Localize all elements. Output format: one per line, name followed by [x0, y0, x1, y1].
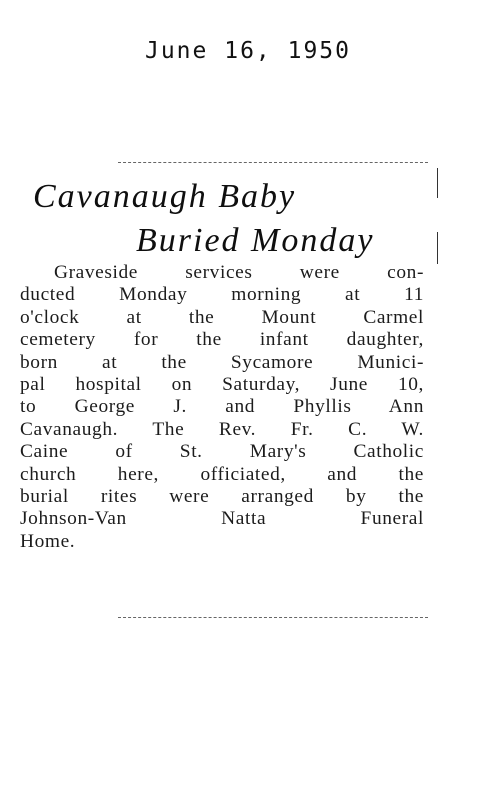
body-line: Graveside services were con- [54, 262, 424, 283]
body-line: pal hospital on Saturday, June 10, [20, 374, 424, 396]
body-line: Johnson-Van Natta Funeral [20, 508, 424, 530]
column-edge-mid [437, 232, 438, 264]
body-line: born at the Sycamore Munici- [20, 351, 424, 373]
body-line: ducted Monday morning at 11 [20, 284, 424, 306]
body-line: Caine of St. Mary's Catholic [20, 441, 424, 463]
body-line: cemetery for the infant daughter, [20, 329, 424, 351]
top-rule [118, 162, 428, 163]
article-body [20, 262, 424, 553]
column-edge-top [437, 168, 438, 198]
body-line: burial rites were arranged by the [20, 486, 424, 508]
headline-line-1: Cavanaugh Baby [33, 178, 297, 215]
body-line: Cavanaugh. The Rev. Fr. C. W. [20, 418, 424, 440]
body-line: Home. [20, 530, 76, 552]
clipping-date: June 16, 1950 [144, 38, 351, 64]
body-line: to George J. and Phyllis Ann [20, 396, 424, 418]
bottom-rule [118, 617, 428, 618]
body-line: o'clock at the Mount Carmel [20, 306, 424, 328]
body-line: church here, officiated, and the [20, 463, 424, 485]
headline-line-2: Buried Monday [136, 222, 375, 259]
